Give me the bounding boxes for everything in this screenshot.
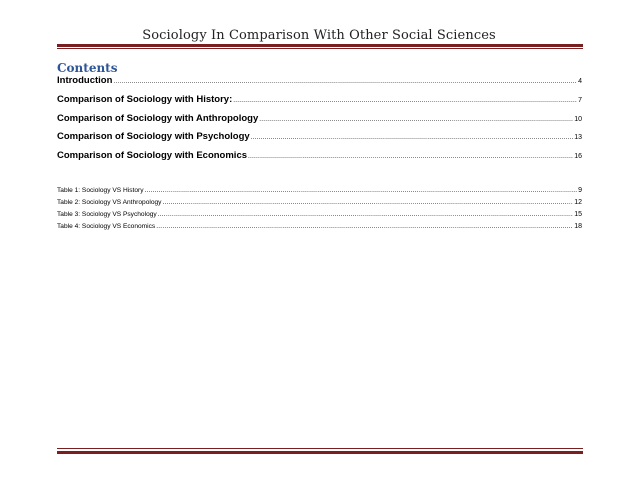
toc-entry-introduction[interactable]	[57, 75, 582, 86]
toc-page-number: 10	[574, 116, 582, 123]
toc-entry-label: Comparison of Sociology with Anthropology	[57, 113, 259, 124]
toc-leader-dots	[251, 134, 574, 141]
header-rule-thin	[57, 48, 583, 49]
page-header-title: Sociology In Comparison With Other Social Sciences	[142, 28, 496, 43]
toc-leader-dots	[158, 211, 574, 218]
toc-entry-psychology[interactable]	[57, 131, 582, 142]
toc-entry-economics[interactable]	[57, 150, 582, 161]
toc-page-number: 16	[574, 153, 582, 160]
toc-entry-anthropology[interactable]	[57, 113, 582, 124]
table-list-page-number: 12	[574, 199, 582, 206]
table-list-entry-history[interactable]	[57, 187, 582, 194]
table-list-entry-psychology[interactable]	[57, 211, 582, 218]
table-list-label: Table 3: Sociology VS Psychology	[57, 211, 157, 218]
toc-entry-label: Introduction	[57, 75, 113, 86]
toc-page-number: 4	[578, 78, 582, 85]
toc-leader-dots	[156, 223, 573, 230]
toc-leader-dots	[233, 97, 577, 104]
toc-page-number: 13	[574, 134, 582, 141]
table-list-page-number: 15	[574, 211, 582, 218]
table-list-page-number: 18	[574, 223, 582, 230]
table-list-label: Table 1: Sociology VS History	[57, 187, 144, 194]
toc-entry-label: Comparison of Sociology with History:	[57, 94, 233, 105]
header-rule-thick	[57, 44, 583, 47]
toc-entry-label: Comparison of Sociology with Economics	[57, 150, 248, 161]
table-list-page-number: 9	[578, 187, 582, 194]
footer-rule-thick	[57, 451, 583, 454]
footer-rule-thin	[57, 448, 583, 449]
table-list-entry-economics[interactable]	[57, 223, 582, 230]
toc-entry-label: Comparison of Sociology with Psychology	[57, 131, 250, 142]
toc-leader-dots	[113, 78, 577, 85]
toc-leader-dots	[248, 153, 573, 160]
toc-leader-dots	[162, 199, 573, 206]
table-list-label: Table 4: Sociology VS Economics	[57, 223, 156, 230]
toc-page-number: 7	[578, 97, 582, 104]
table-list-entry-anthropology[interactable]	[57, 199, 582, 206]
table-list-label: Table 2: Sociology VS Anthropology	[57, 199, 162, 206]
toc-leader-dots	[145, 187, 578, 194]
toc-leader-dots	[259, 116, 573, 123]
toc-entry-history[interactable]	[57, 94, 582, 105]
contents-heading: Contents	[57, 61, 118, 75]
